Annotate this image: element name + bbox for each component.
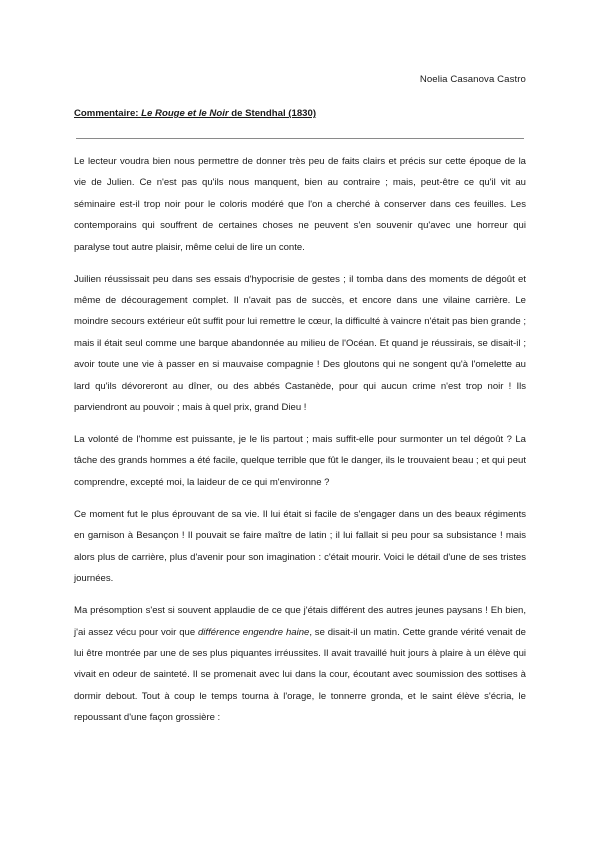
paragraph-5-end: , se disait-il un matin. Cette grande vérité venait de lui être montrée par une de ses plus piquantes irréussites. Il avait travaillé huit jours à plaire à un élève qui vivait en odeur de sainteté. Il se promenait avec lui dans la cour, écoutant avec soumission des sottises à dormir debout. Tout à coup le temps tourna à l'orage, le tonnerre gronda, et le saint élève s'écria, le repoussant d'une façon grossière : bbox=[74, 626, 526, 724]
paragraph-2: Juilien réussissait peu dans ses essais d'hypocrisie de gestes ; il tomba dans des moments de dégoût et même de découragement complet. Il n'avait pas de succès, et encore dans une vilaine carrière. Le moindre secours extérieur eût suffit pour lui remettre le cœur, la difficulté à vaincre n'était pas bien grande ; mais il était seul comme une barque abandonnée au milieu de l'Océan. Et quand je réussirais, se disait-il ; avoir toute une vie à passer en si mauvaise compagnie ! Des gloutons qui ne songent qu'à l'omelette au lard qu'ils dévoreront au dîner, ou des abbés Castanède, pour qui aucun crime n'est trop noir ! Ils parviendront au pouvoir ; mais à quel prix, grand Dieu ! bbox=[74, 273, 526, 414]
paragraph-5-emphasis: différence engendre haine bbox=[197, 626, 310, 638]
horizontal-rule bbox=[76, 138, 524, 139]
paragraph-3: La volonté de l'homme est puissante, je le lis partout ; mais suffit-elle pour surmonter un tel dégoût ? La tâche des grands hommes a été facile, quelque terrible que fût le danger, ils le trouvaient beau ; et qui peut comprendre, excepté moi, la laideur de ce qui m'environne ? bbox=[74, 434, 526, 488]
title-prefix: Commentaire: bbox=[74, 108, 142, 119]
title-work: Le Rouge et le Noir bbox=[141, 108, 229, 119]
author-name: Noelia Casanova Castro bbox=[419, 74, 526, 85]
title-suffix: de Stendhal (1830) bbox=[228, 108, 317, 119]
document-title bbox=[74, 108, 316, 119]
document-body bbox=[74, 151, 526, 739]
paragraph-4: Ce moment fut le plus éprouvant de sa vie. Il lui était si facile de s'engager dans un des beaux régiments en garnison à Besançon ! Il pouvait se faire maître de latin ; il lui fallait si peu pour sa subsistance ! mais alors plus de carrière, plus d'avenir pour son imagination : c'était mourir. Voici le détail d'une de ses tristes journées. bbox=[74, 508, 526, 585]
paragraph-1: Le lecteur voudra bien nous permettre de donner très peu de faits clairs et précis sur cette époque de la vie de Julien. Ce n'est pas qu'ils nous manquent, bien au contraire ; mais, peut-être ce qu'il vit au séminaire est-il trop noir pour le coloris modéré que l'on a cherché à conserver dans ces feuilles. Les contemporains qui souffrent de certaines choses ne peuvent s'en souvenir qu'avec une horreur qui paralyse tout autre plaisir, même celui de lire un conte. bbox=[74, 156, 526, 253]
paragraph-5 bbox=[74, 600, 526, 728]
paragraph-5-start: Ma présomption s'est si souvent applaudie de ce que j'étais différent des autres jeunes paysans ! Eh bien, j'ai assez vécu pour voir que bbox=[74, 605, 526, 638]
